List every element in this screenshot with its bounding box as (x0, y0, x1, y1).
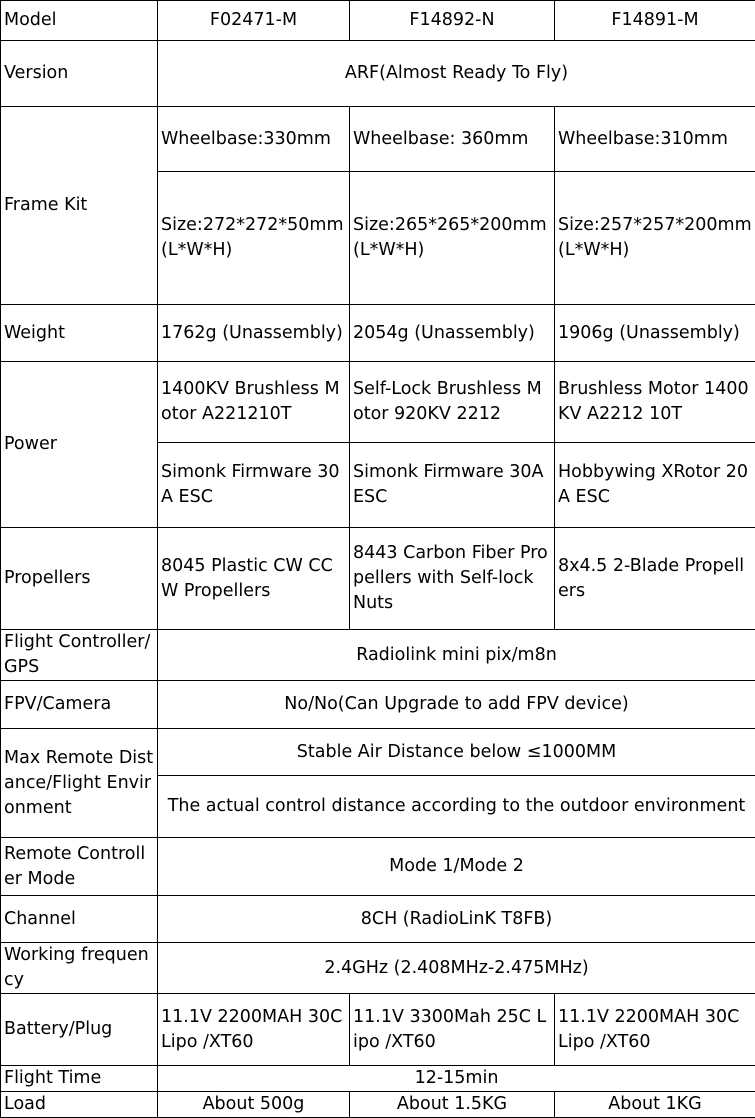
load-2: About 1.5KG (350, 1092, 555, 1118)
row-propellers (1, 528, 755, 630)
version-value: ARF(Almost Ready To Fly) (158, 41, 755, 107)
row-channel (1, 896, 755, 943)
frequency-value: 2.4GHz (2.408MHz-2.475MHz) (158, 943, 755, 994)
model-1: F02471-M (158, 1, 350, 41)
row-battery (1, 994, 755, 1066)
propellers-2: 8443 Carbon Fiber Propellers with Self-lock Nuts (350, 528, 555, 630)
fpv-camera-label: FPV/Camera (1, 681, 158, 729)
wheelbase-2: Wheelbase: 360mm (350, 107, 555, 172)
row-model (1, 1, 755, 41)
row-version (1, 41, 755, 107)
weight-label: Weight (1, 305, 158, 362)
battery-3: 11.1V 2200MAH 30C Lipo /XT60 (555, 994, 755, 1066)
row-power-motor (1, 362, 755, 443)
load-1: About 500g (158, 1092, 350, 1118)
battery-1: 11.1V 2200MAH 30C Lipo /XT60 (158, 994, 350, 1066)
power-label: Power (1, 362, 158, 528)
row-remote-mode (1, 838, 755, 896)
max-remote-distance: Stable Air Distance below ≤1000MM (158, 729, 755, 776)
propellers-3: 8x4.5 2-Blade Propellers (555, 528, 755, 630)
size-2: Size:265*265*200mm(L*W*H) (350, 172, 555, 305)
row-fpv-camera (1, 681, 755, 729)
motor-1: 1400KV Brushless Motor A221210T (158, 362, 350, 443)
max-remote-label: Max Remote Distance/Flight Environment (1, 729, 158, 838)
channel-value: 8CH (RadioLinK T8FB) (158, 896, 755, 943)
model-3: F14891-M (555, 1, 755, 41)
wheelbase-1: Wheelbase:330mm (158, 107, 350, 172)
wheelbase-3: Wheelbase:310mm (555, 107, 755, 172)
row-max-remote-distance (1, 729, 755, 776)
channel-label: Channel (1, 896, 158, 943)
frequency-label: Working frequency (1, 943, 158, 994)
motor-3: Brushless Motor 1400KV A2212 10T (555, 362, 755, 443)
fpv-camera-value: No/No(Can Upgrade to add FPV device) (158, 681, 755, 729)
size-1: Size:272*272*50mm (L*W*H) (158, 172, 350, 305)
esc-1: Simonk Firmware 30A ESC (158, 443, 350, 528)
max-remote-environment: The actual control distance according to the outdoor environment (158, 776, 755, 838)
frame-kit-label: Frame Kit (1, 107, 158, 305)
weight-1: 1762g (Unassembly) (158, 305, 350, 362)
flight-controller-label: Flight Controller/GPS (1, 630, 158, 681)
propellers-1: 8045 Plastic CW CCW Propellers (158, 528, 350, 630)
esc-2: Simonk Firmware 30A ESC (350, 443, 555, 528)
row-frequency (1, 943, 755, 994)
row-flight-time (1, 1066, 755, 1092)
propellers-label: Propellers (1, 528, 158, 630)
weight-3: 1906g (Unassembly) (555, 305, 755, 362)
row-weight (1, 305, 755, 362)
model-label: Model (1, 1, 158, 41)
weight-2: 2054g (Unassembly) (350, 305, 555, 362)
model-2: F14892-N (350, 1, 555, 41)
flight-time-value: 12-15min (158, 1066, 755, 1092)
row-flight-controller (1, 630, 755, 681)
esc-3: Hobbywing XRotor 20A ESC (555, 443, 755, 528)
battery-2: 11.1V 3300Mah 25C Lipo /XT60 (350, 994, 555, 1066)
size-3: Size:257*257*200mm (L*W*H) (555, 172, 755, 305)
motor-2: Self-Lock Brushless Motor 920KV 2212 (350, 362, 555, 443)
remote-mode-label: Remote Controller Mode (1, 838, 158, 896)
load-label: Load (1, 1092, 158, 1118)
flight-controller-value: Radiolink mini pix/m8n (158, 630, 755, 681)
version-label: Version (1, 41, 158, 107)
load-3: About 1KG (555, 1092, 755, 1118)
flight-time-label: Flight Time (1, 1066, 158, 1092)
row-load (1, 1092, 755, 1118)
battery-label: Battery/Plug (1, 994, 158, 1066)
row-frame-wheelbase (1, 107, 755, 172)
remote-mode-value: Mode 1/Mode 2 (158, 838, 755, 896)
